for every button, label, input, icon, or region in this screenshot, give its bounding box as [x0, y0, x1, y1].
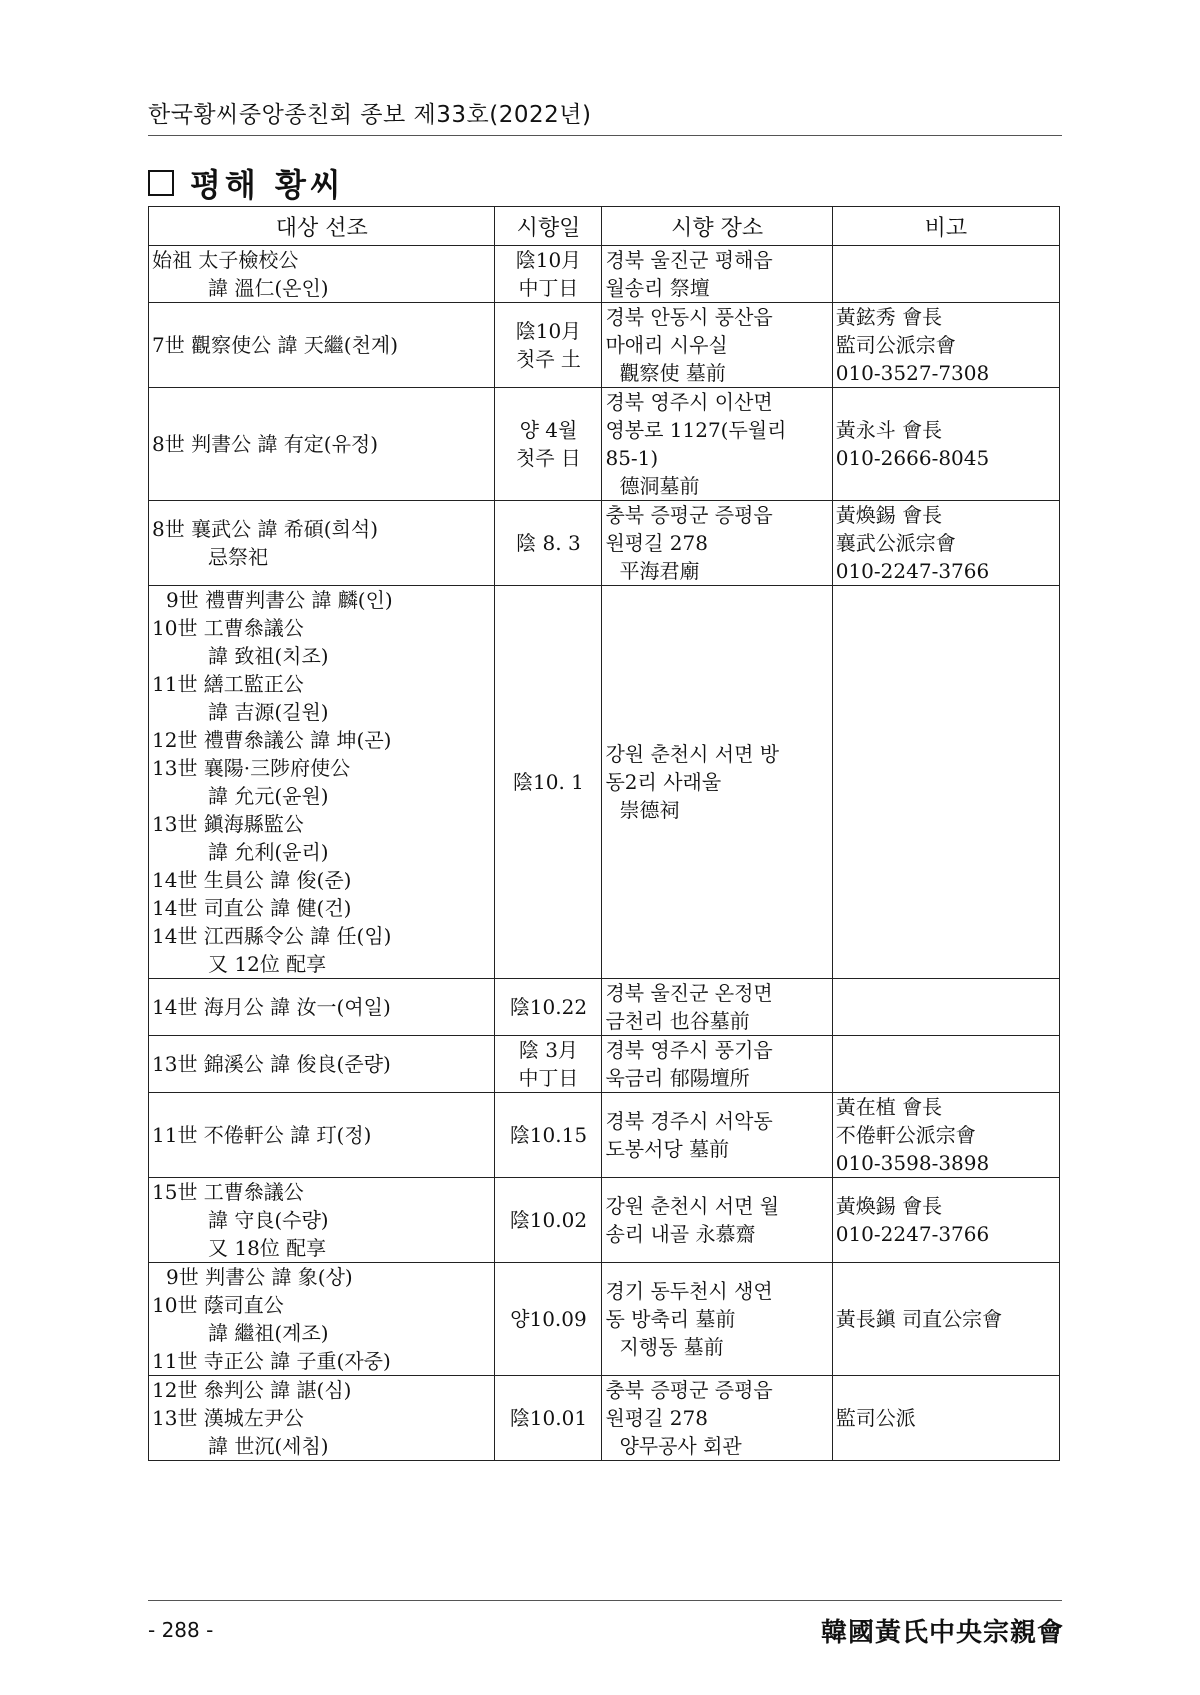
- note-cell: 黃煥錫 會長 襄武公派宗會 010-2247-3766: [832, 501, 1059, 586]
- place-cell: 강원 춘천시 서면 방 동2리 사래울 崇德祠: [602, 586, 832, 979]
- table-row: [149, 246, 1060, 303]
- table-row: [149, 1376, 1060, 1461]
- table-row: [149, 1093, 1060, 1178]
- ancestor-cell: 15世 工曹叅議公 諱 守良(수량) 又 18位 配享: [149, 1178, 495, 1263]
- place-cell: 경북 경주시 서악동 도봉서당 墓前: [602, 1093, 832, 1178]
- note-cell: 黃鉉秀 會長 監司公派宗會 010-3527-7308: [832, 303, 1059, 388]
- place-cell: 충북 증평군 증평읍 원평길 278 양무공사 회관: [602, 1376, 832, 1461]
- table-row: [149, 586, 1060, 979]
- ancestor-cell: 始祖 太子檢校公 諱 溫仁(온인): [149, 246, 495, 303]
- date-cell: 陰10.02: [495, 1178, 602, 1263]
- date-cell: 陰10月 中丁日: [495, 246, 602, 303]
- section-heading: [148, 160, 345, 206]
- date-cell: 陰 8. 3: [495, 501, 602, 586]
- date-cell: 陰 3月 中丁日: [495, 1036, 602, 1093]
- header-divider: [148, 135, 1062, 136]
- section-title: 평해 황씨: [190, 166, 345, 204]
- column-header-note: 비고: [832, 207, 1059, 246]
- place-cell: 경북 안동시 풍산읍 마애리 시우실 觀察使 墓前: [602, 303, 832, 388]
- note-cell: [832, 586, 1059, 979]
- note-cell: 黃在植 會長 不倦軒公派宗會 010-3598-3898: [832, 1093, 1059, 1178]
- note-cell: 黃煥錫 會長 010-2247-3766: [832, 1178, 1059, 1263]
- date-cell: 陰10月 첫주 土: [495, 303, 602, 388]
- place-cell: 충북 증평군 증평읍 원평길 278 平海君廟: [602, 501, 832, 586]
- note-cell: [832, 979, 1059, 1036]
- running-header: 한국황씨중앙종친회 종보 제33호(2022년): [148, 102, 592, 128]
- table-row: [149, 979, 1060, 1036]
- place-cell: 경북 영주시 풍기읍 욱금리 郁陽壇所: [602, 1036, 832, 1093]
- place-cell: 경기 동두천시 생연 동 방축리 墓前 지행동 墓前: [602, 1263, 832, 1376]
- note-cell: 黃永斗 會長 010-2666-8045: [832, 388, 1059, 501]
- date-cell: 陰10. 1: [495, 586, 602, 979]
- ancestor-cell: 8世 襄武公 諱 希碩(희석) 忌祭祀: [149, 501, 495, 586]
- date-cell: 陰10.22: [495, 979, 602, 1036]
- column-header-place: 시향 장소: [602, 207, 832, 246]
- place-cell: 경북 울진군 온정면 금천리 也谷墓前: [602, 979, 832, 1036]
- note-cell: 黃長鎭 司直公宗會: [832, 1263, 1059, 1376]
- ancestor-cell: 9世 判書公 諱 象(상) 10世 蔭司直公 諱 繼祖(계조) 11世 寺正公 諱 子重(자중): [149, 1263, 495, 1376]
- memorial-rites-table: [148, 206, 1060, 1461]
- table-row: [149, 1263, 1060, 1376]
- date-cell: 양10.09: [495, 1263, 602, 1376]
- date-cell: 양 4월 첫주 日: [495, 388, 602, 501]
- ancestor-cell: 8世 判書公 諱 有定(유정): [149, 388, 495, 501]
- ancestor-cell: 7世 觀察使公 諱 天繼(천계): [149, 303, 495, 388]
- column-header-ancestor: 대상 선조: [149, 207, 495, 246]
- place-cell: 경북 울진군 평해읍 월송리 祭壇: [602, 246, 832, 303]
- ancestor-cell: 13世 錦溪公 諱 俊良(준량): [149, 1036, 495, 1093]
- table-row: [149, 1178, 1060, 1263]
- date-cell: 陰10.15: [495, 1093, 602, 1178]
- place-cell: 경북 영주시 이산면 영봉로 1127(두월리 85-1) 德洞墓前: [602, 388, 832, 501]
- ancestor-cell: 14世 海月公 諱 汝一(여일): [149, 979, 495, 1036]
- table-row: [149, 501, 1060, 586]
- column-header-date: 시향일: [495, 207, 602, 246]
- place-cell: 강원 춘천시 서면 월 송리 내골 永慕齋: [602, 1178, 832, 1263]
- footer-divider: [148, 1600, 1062, 1601]
- page-number: - 288 -: [148, 1618, 214, 1642]
- ancestor-cell: 12世 叅判公 諱 諶(심) 13世 漢城左尹公 諱 世沉(세침): [149, 1376, 495, 1461]
- ancestor-cell: 11世 不倦軒公 諱 玎(정): [149, 1093, 495, 1178]
- note-cell: [832, 1036, 1059, 1093]
- organization-logo-text: 韓國黃氏中央宗親會: [820, 1618, 1064, 1648]
- note-cell: [832, 246, 1059, 303]
- table-row: [149, 303, 1060, 388]
- note-cell: 監司公派: [832, 1376, 1059, 1461]
- table-header-row: [149, 207, 1060, 246]
- ancestor-cell: 9世 禮曹判書公 諱 麟(인) 10世 工曹叅議公 諱 致祖(치조) 11世 繕工監正公 諱 吉源(길원) 12世 禮曹叅議公 諱 坤(곤) 13世 襄陽·三陟府使公 諱 允元(윤원) 13世 鎭海縣監公 諱 允利(윤리) 14世 生員公 諱 俊(준) 14世 司直公 諱 健(건) 14世 江西縣令公 諱 任(임) 又 12位 配享: [149, 586, 495, 979]
- checkbox-square-icon: [148, 170, 174, 196]
- table-row: [149, 1036, 1060, 1093]
- date-cell: 陰10.01: [495, 1376, 602, 1461]
- table-row: [149, 388, 1060, 501]
